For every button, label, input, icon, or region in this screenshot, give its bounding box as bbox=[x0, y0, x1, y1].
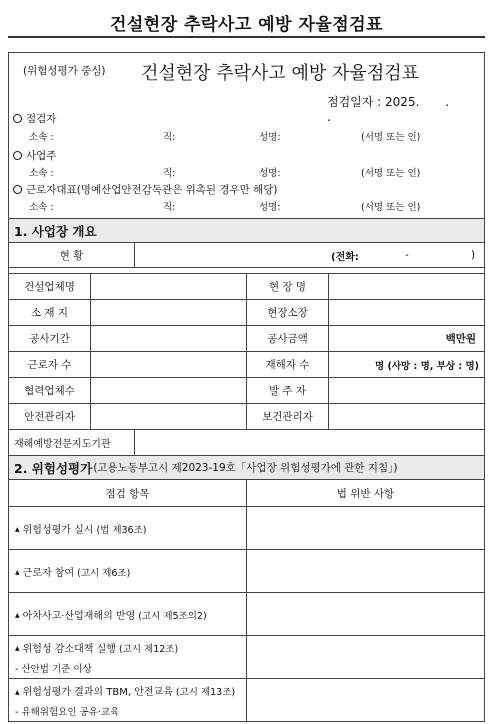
overview-value[interactable] bbox=[329, 300, 484, 325]
overview-value[interactable]: 명 (사망 : 명, 부상 : 명) bbox=[375, 360, 479, 372]
prevention-agency-label: 재해예방전문지도기관 bbox=[9, 430, 135, 455]
overview-label: 발 주 자 bbox=[247, 378, 329, 403]
overview-label: 근로자 수 bbox=[9, 352, 91, 377]
overview-row bbox=[9, 300, 484, 326]
item-title: 위험성평가 실시 bbox=[22, 524, 94, 536]
overview-label: 안전관리자 bbox=[9, 404, 91, 429]
violation-field[interactable] bbox=[247, 679, 484, 722]
triangle-bullet-icon: ▲ bbox=[15, 526, 20, 533]
person-role: 사업주 bbox=[26, 150, 57, 162]
triangle-bullet-icon: ▲ bbox=[15, 569, 20, 576]
person-inspector bbox=[13, 111, 56, 126]
signature-field[interactable]: (서명 또는 인) bbox=[361, 202, 421, 213]
checklist-row bbox=[9, 550, 484, 593]
section-risk-assessment bbox=[9, 455, 484, 480]
person-worker-rep-fields[interactable] bbox=[9, 199, 484, 213]
checklist-form bbox=[8, 52, 485, 722]
person-employer-fields[interactable] bbox=[9, 165, 484, 179]
overview-label: 재해자 수 bbox=[247, 352, 329, 377]
dept-field[interactable]: 소속 : bbox=[29, 132, 54, 143]
overview-row bbox=[9, 378, 484, 404]
checklist-item bbox=[9, 593, 247, 635]
prevention-agency-value[interactable] bbox=[135, 430, 484, 455]
checklist-header-row bbox=[9, 480, 484, 507]
inspection-date[interactable] bbox=[327, 93, 484, 124]
phone-separator: - bbox=[405, 249, 409, 261]
name-field[interactable]: 성명: bbox=[259, 168, 281, 179]
person-role: 점검자 bbox=[26, 113, 57, 125]
person-employer bbox=[13, 148, 56, 163]
overview-value[interactable] bbox=[329, 378, 484, 403]
overview-label: 현 장 명 bbox=[247, 274, 329, 299]
form-title: 건설현장 추락사고 예방 자율점검표 bbox=[141, 63, 419, 84]
overview-row bbox=[9, 404, 484, 430]
signature-field[interactable]: (서명 또는 인) bbox=[361, 132, 421, 143]
phone-close: ) bbox=[471, 249, 476, 261]
overview-value[interactable] bbox=[329, 274, 484, 299]
position-field[interactable]: 직: bbox=[163, 202, 176, 213]
site-phone-field[interactable] bbox=[135, 243, 484, 267]
overview-label: 협력업체수 bbox=[9, 378, 91, 403]
triangle-bullet-icon: ▲ bbox=[15, 645, 20, 652]
overview-row bbox=[9, 326, 484, 352]
violation-field[interactable] bbox=[247, 550, 484, 592]
section-title: 2. 위험성평가 bbox=[14, 460, 93, 476]
person-role: 근로자대표(명예산업안전감독관은 위촉된 경우만 해당) bbox=[26, 184, 278, 196]
item-reference: (법 제36조) bbox=[96, 524, 147, 536]
page-title: 건설현장 추락사고 예방 자율점검표 bbox=[109, 15, 384, 35]
violation-field[interactable] bbox=[247, 593, 484, 635]
violation-field[interactable] bbox=[247, 507, 484, 549]
dept-field[interactable]: 소속 : bbox=[29, 168, 54, 179]
checklist-item bbox=[9, 507, 247, 549]
person-inspector-fields[interactable] bbox=[9, 129, 484, 143]
overview-row bbox=[9, 274, 484, 300]
checklist-row bbox=[9, 593, 484, 636]
overview-label: 건설업체명 bbox=[9, 274, 91, 299]
checklist-item bbox=[9, 636, 247, 678]
position-field[interactable]: 직: bbox=[163, 132, 176, 143]
name-field[interactable]: 성명: bbox=[259, 202, 281, 213]
name-field[interactable]: 성명: bbox=[259, 132, 281, 143]
circle-bullet-icon bbox=[13, 151, 22, 160]
overview-label: 소 재 지 bbox=[9, 300, 91, 325]
overview-value[interactable] bbox=[91, 300, 247, 325]
checklist-row bbox=[9, 636, 484, 679]
item-reference: (고시 제6조) bbox=[77, 567, 131, 579]
inspection-date-dots: . . bbox=[327, 95, 474, 124]
overview-label: 공사기간 bbox=[9, 326, 91, 351]
item-title: 위험성 감소대책 실행 bbox=[22, 643, 116, 655]
prevention-agency-row bbox=[9, 430, 484, 455]
item-title: 근로자 참여 bbox=[22, 567, 75, 579]
signature-field[interactable]: (서명 또는 인) bbox=[361, 168, 421, 179]
checklist-item bbox=[9, 679, 247, 722]
overview-value[interactable]: 백만원 bbox=[445, 333, 476, 345]
overview-row bbox=[9, 352, 484, 378]
overview-value[interactable] bbox=[91, 326, 247, 351]
section-note: (고용노동부고시 제2023-19호「사업장 위험성평가에 관한 지침」) bbox=[93, 462, 398, 474]
item-reference: (고시 제5조의2) bbox=[138, 610, 207, 622]
item-reference: (고시 제13조) bbox=[175, 687, 236, 698]
overview-value[interactable] bbox=[91, 352, 247, 377]
checklist-item bbox=[9, 550, 247, 592]
section-site-overview bbox=[9, 218, 484, 243]
title-divider bbox=[8, 36, 485, 38]
column-header-item: 점검 항목 bbox=[9, 480, 247, 506]
circle-bullet-icon bbox=[13, 185, 22, 194]
circle-bullet-icon bbox=[13, 114, 22, 123]
position-field[interactable]: 직: bbox=[163, 168, 176, 179]
overview-label: 공사금액 bbox=[247, 326, 329, 351]
item-subnote: - 산안법 기준 이상 bbox=[15, 663, 92, 675]
site-status-label: 현 황 bbox=[9, 243, 135, 267]
section-title: 1. 사업장 개요 bbox=[14, 223, 97, 239]
triangle-bullet-icon: ▲ bbox=[15, 688, 20, 696]
item-reference: (고시 제12조) bbox=[118, 643, 179, 655]
overview-value[interactable] bbox=[91, 404, 247, 429]
dept-field[interactable]: 소속 : bbox=[29, 202, 54, 213]
checklist-row bbox=[9, 679, 484, 722]
overview-value[interactable] bbox=[329, 404, 484, 429]
column-header-violation: 법 위반 사항 bbox=[336, 487, 395, 500]
item-subnote: - 유해위험요인 공유·교육 bbox=[15, 707, 120, 718]
triangle-bullet-icon: ▲ bbox=[15, 612, 20, 619]
form-header bbox=[9, 53, 484, 215]
overview-value[interactable] bbox=[91, 274, 247, 299]
overview-label: 보건관리자 bbox=[247, 404, 329, 429]
item-title: 위험성평가 결과의 TBM, 안전교육 bbox=[22, 687, 173, 698]
person-worker-rep bbox=[13, 182, 278, 197]
overview-value[interactable] bbox=[91, 378, 247, 403]
inspection-date-label: 점검일자 : 2025. bbox=[327, 95, 420, 109]
site-status-row bbox=[9, 243, 484, 268]
form-subtitle: (위험성평가 중심) bbox=[23, 65, 106, 77]
item-title: 아차사고·산업재해의 반영 bbox=[22, 610, 136, 622]
phone-label: (전화: bbox=[331, 251, 359, 263]
checklist-row bbox=[9, 507, 484, 550]
violation-field[interactable] bbox=[247, 636, 484, 678]
overview-label: 현장소장 bbox=[247, 300, 329, 325]
